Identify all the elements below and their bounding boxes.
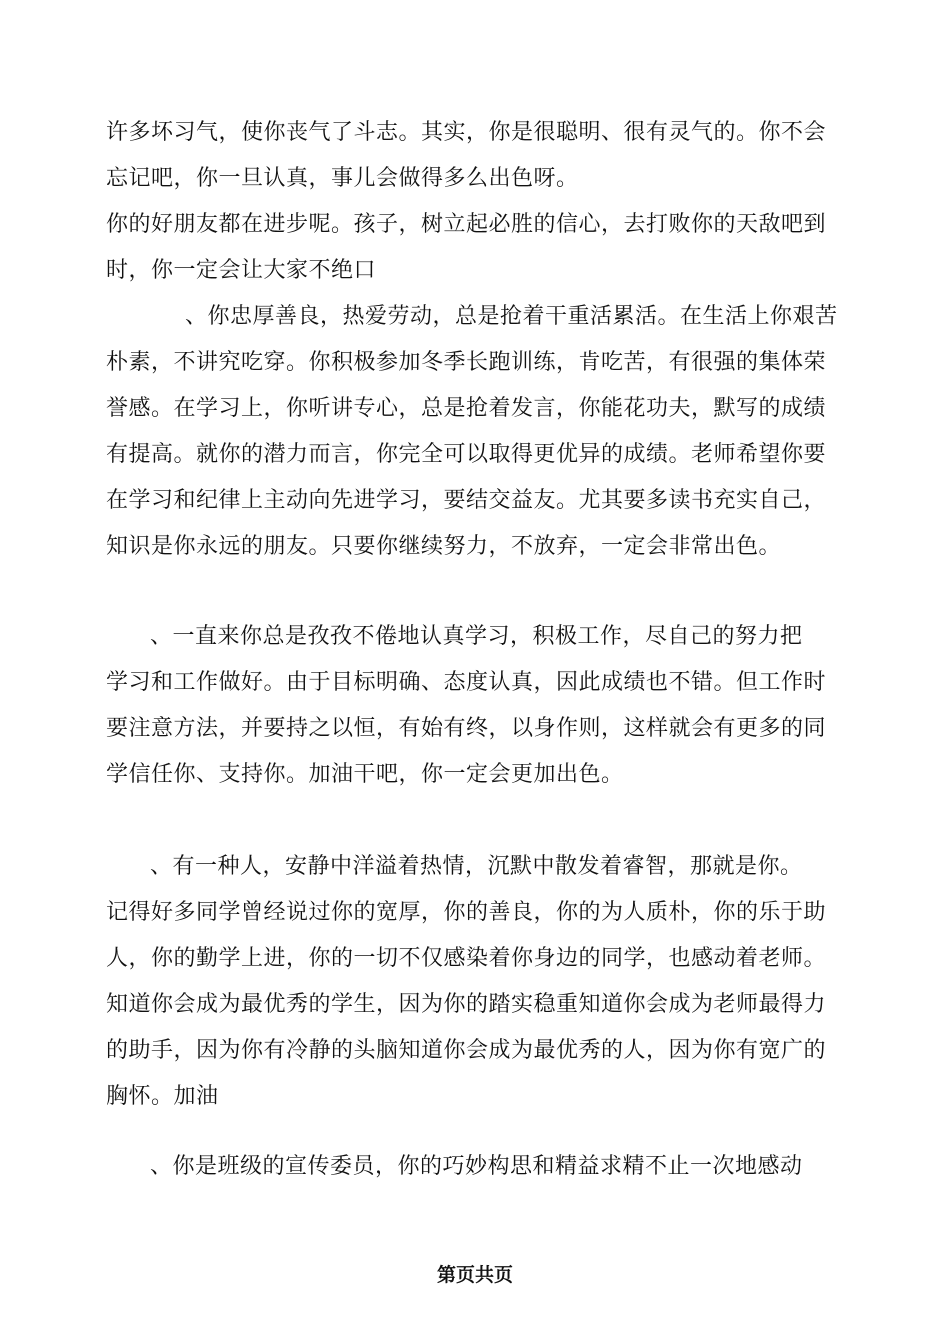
text-line: 有提高。就你的潜力而言，你完全可以取得更优异的成绩。老师希望你要 <box>106 442 827 467</box>
text-line: 要注意方法，并要持之以恒，有始有终，以身作则，这样就会有更多的同 <box>106 716 827 741</box>
text-line: 、你是班级的宣传委员，你的巧妙构思和精益求精不止一次地感动 <box>150 1154 803 1179</box>
text-line: 誉感。在学习上，你听讲专心，总是抢着发言，你能花功夫，默写的成绩 <box>106 396 827 421</box>
text-line: 在学习和纪律上主动向先进学习，要结交益友。尤其要多读书充实自己， <box>106 488 827 513</box>
text-line: 人，你的勤学上进，你的一切不仅感染着你身边的同学，也感动着老师。 <box>106 946 827 971</box>
text-line: 、你忠厚善良，热爱劳动，总是抢着干重活累活。在生活上你艰苦 <box>185 304 838 329</box>
text-line: 你的好朋友都在进步呢。孩子，树立起必胜的信心，去打败你的天敌吧到 <box>106 212 827 237</box>
text-line: 时，你一定会让大家不绝口 <box>106 258 377 283</box>
text-line: 许多坏习气，使你丧气了斗志。其实，你是很聪明、很有灵气的。你不会 <box>106 120 827 145</box>
text-line: 忘记吧，你一旦认真，事儿会做得多么出色呀。 <box>106 166 579 191</box>
page-footer: 第页共页 <box>436 1264 513 1286</box>
text-line: 胸怀。加油 <box>106 1084 219 1109</box>
text-line: 的助手，因为你有冷静的头脑知道你会成为最优秀的人，因为你有宽广的 <box>106 1038 827 1063</box>
text-line: 知识是你永远的朋友。只要你继续努力，不放弃，一定会非常出色。 <box>106 534 782 559</box>
text-line: 学信任你、支持你。加油干吧，你一定会更加出色。 <box>106 762 624 787</box>
text-line: 、有一种人，安静中洋溢着热情，沉默中散发着睿智，那就是你。 <box>150 854 803 879</box>
text-line: 朴素，不讲究吃穿。你积极参加冬季长跑训练，肯吃苦，有很强的集体荣 <box>106 350 827 375</box>
text-line: 记得好多同学曾经说过你的宽厚，你的善良，你的为人质朴，你的乐于助 <box>106 900 827 925</box>
text-line: 学习和工作做好。由于目标明确、态度认真，因此成绩也不错。但工作时 <box>106 670 827 695</box>
text-line: 知道你会成为最优秀的学生，因为你的踏实稳重知道你会成为老师最得力 <box>106 992 827 1017</box>
text-line: 、一直来你总是孜孜不倦地认真学习，积极工作，尽自己的努力把 <box>150 624 803 649</box>
